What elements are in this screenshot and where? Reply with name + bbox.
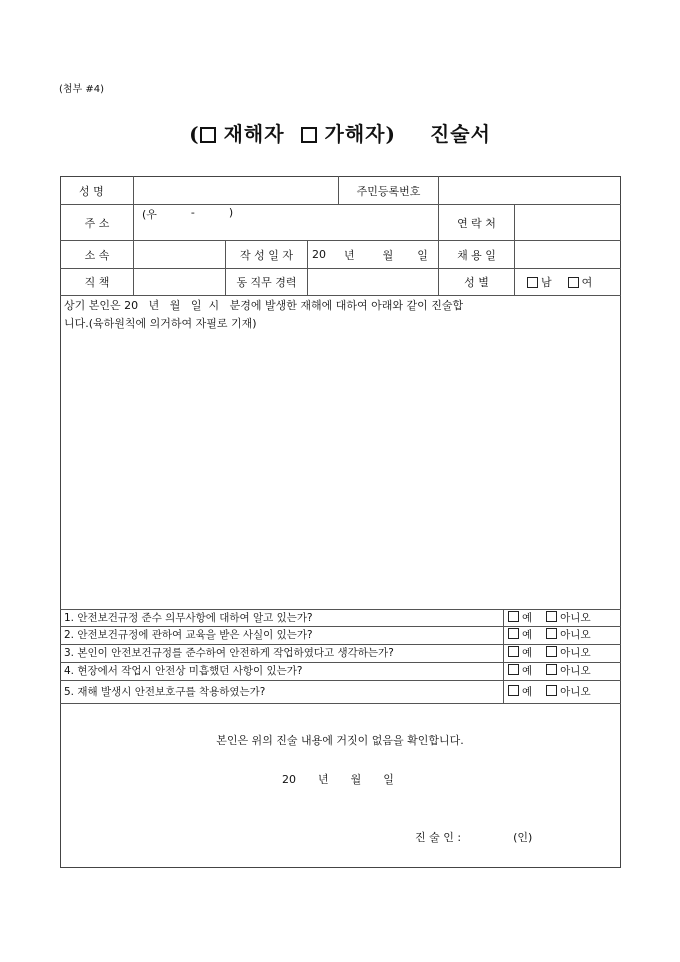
col-divider — [503, 609, 504, 703]
title-victim: 재해자 — [223, 122, 285, 146]
signature-label: 진 술 인 : — [415, 831, 462, 844]
address-field[interactable] — [134, 205, 438, 240]
yes-label: 예 — [522, 612, 533, 624]
date-day: 일 — [383, 773, 394, 786]
no-checkbox[interactable] — [546, 664, 557, 675]
postal-open: (우 — [142, 208, 157, 221]
no-checkbox[interactable] — [546, 628, 557, 639]
written-year: 년 — [344, 248, 355, 262]
question-2: 2. 안전보건규정에 관하여 교육을 받은 사실이 있는가? — [64, 629, 313, 641]
question-3: 3. 본인이 안전보건규정를 준수하여 안전하게 작업하였다고 생각하는가? — [64, 647, 394, 659]
yes-checkbox[interactable] — [508, 646, 519, 657]
row-divider — [60, 680, 621, 681]
row-divider — [60, 703, 621, 704]
no-label: 아니오 — [560, 647, 591, 659]
contact-field[interactable] — [515, 205, 621, 240]
name-label-text: 성 명 — [79, 184, 104, 198]
written-day: 일 — [417, 248, 428, 262]
no-label: 아니오 — [560, 629, 591, 641]
perpetrator-checkbox[interactable] — [301, 127, 317, 143]
attachment-label: (첨부 #4) — [59, 84, 105, 95]
victim-checkbox[interactable] — [200, 127, 216, 143]
question-4: 4. 현장에서 작업시 안전상 미흡했던 사항이 있는가? — [64, 665, 303, 677]
no-label: 아니오 — [560, 686, 591, 698]
yes-label: 예 — [522, 629, 533, 641]
resident-number-label: 주민등록번호 — [356, 184, 421, 198]
postal-dash: - — [190, 206, 195, 219]
question-1: 1. 안전보건규정 준수 의무사항에 대하여 알고 있는가? — [64, 612, 313, 624]
yes-checkbox[interactable] — [508, 611, 519, 622]
resident-number-field[interactable] — [439, 177, 621, 204]
name-label — [61, 177, 133, 204]
yes-checkbox[interactable] — [508, 664, 519, 675]
written-date-label: 작 성 일 자 — [240, 248, 293, 262]
form-title — [0, 118, 680, 147]
answer-4 — [508, 663, 591, 678]
yes-label: 예 — [522, 647, 533, 659]
no-checkbox[interactable] — [546, 685, 557, 696]
no-label: 아니오 — [560, 665, 591, 677]
male-checkbox[interactable] — [527, 277, 538, 288]
title-open: ( — [189, 122, 200, 146]
date-prefix: 20 — [282, 773, 296, 786]
yes-checkbox[interactable] — [508, 628, 519, 639]
row-divider — [60, 295, 621, 296]
gender-label: 성 별 — [464, 276, 489, 289]
female-label: 여 — [581, 276, 593, 289]
statement-line-2: 니다.(육하원칙에 의거하여 자필로 기재) — [64, 317, 257, 330]
contact-label: 연 락 처 — [457, 216, 496, 230]
yes-label: 예 — [522, 686, 533, 698]
answer-3 — [508, 645, 591, 660]
hire-date-label: 채 용 일 — [457, 248, 496, 262]
answer-2 — [508, 627, 591, 642]
statement-line-1: 상기 본인은 20 년 월 일 시 분경에 발생한 재해에 대하여 아래와 같이 진술합 — [64, 299, 464, 312]
title-statement: 진술서 — [429, 122, 491, 146]
position-field[interactable] — [134, 269, 225, 295]
written-date-field[interactable] — [308, 241, 438, 268]
female-checkbox[interactable] — [568, 277, 579, 288]
date-month: 월 — [350, 773, 362, 786]
affiliation-label: 소 속 — [84, 248, 110, 262]
gender-options — [515, 269, 621, 295]
affiliation-field[interactable] — [134, 241, 225, 268]
name-field[interactable] — [134, 177, 338, 204]
confirmation-date[interactable] — [282, 771, 416, 787]
signature-line[interactable] — [415, 829, 532, 845]
no-label: 아니오 — [560, 612, 591, 624]
hire-date-field[interactable] — [515, 241, 621, 268]
experience-label: 동 직무 경력 — [236, 276, 297, 289]
answer-1 — [508, 610, 591, 625]
no-checkbox[interactable] — [546, 646, 557, 657]
yes-label: 예 — [522, 665, 533, 677]
position-label: 직 책 — [84, 276, 110, 289]
postal-close: ) — [228, 206, 234, 219]
no-checkbox[interactable] — [546, 611, 557, 622]
title-perpetrator: 가해자) — [324, 122, 396, 146]
written-month: 월 — [382, 248, 394, 262]
question-5: 5. 재해 발생시 안전보호구를 착용하였는가? — [64, 686, 266, 698]
experience-field[interactable] — [308, 269, 438, 295]
answer-5 — [508, 684, 591, 699]
date-year: 년 — [318, 773, 329, 786]
seal-label: (인) — [513, 831, 533, 844]
statement-text[interactable] — [64, 297, 616, 333]
confirmation-text: 본인은 위의 진술 내용에 거짓이 없음을 확인합니다. — [216, 734, 464, 747]
written-year-prefix: 20 — [312, 248, 326, 261]
address-label: 주 소 — [84, 216, 110, 230]
yes-checkbox[interactable] — [508, 685, 519, 696]
male-label: 남 — [541, 276, 552, 289]
